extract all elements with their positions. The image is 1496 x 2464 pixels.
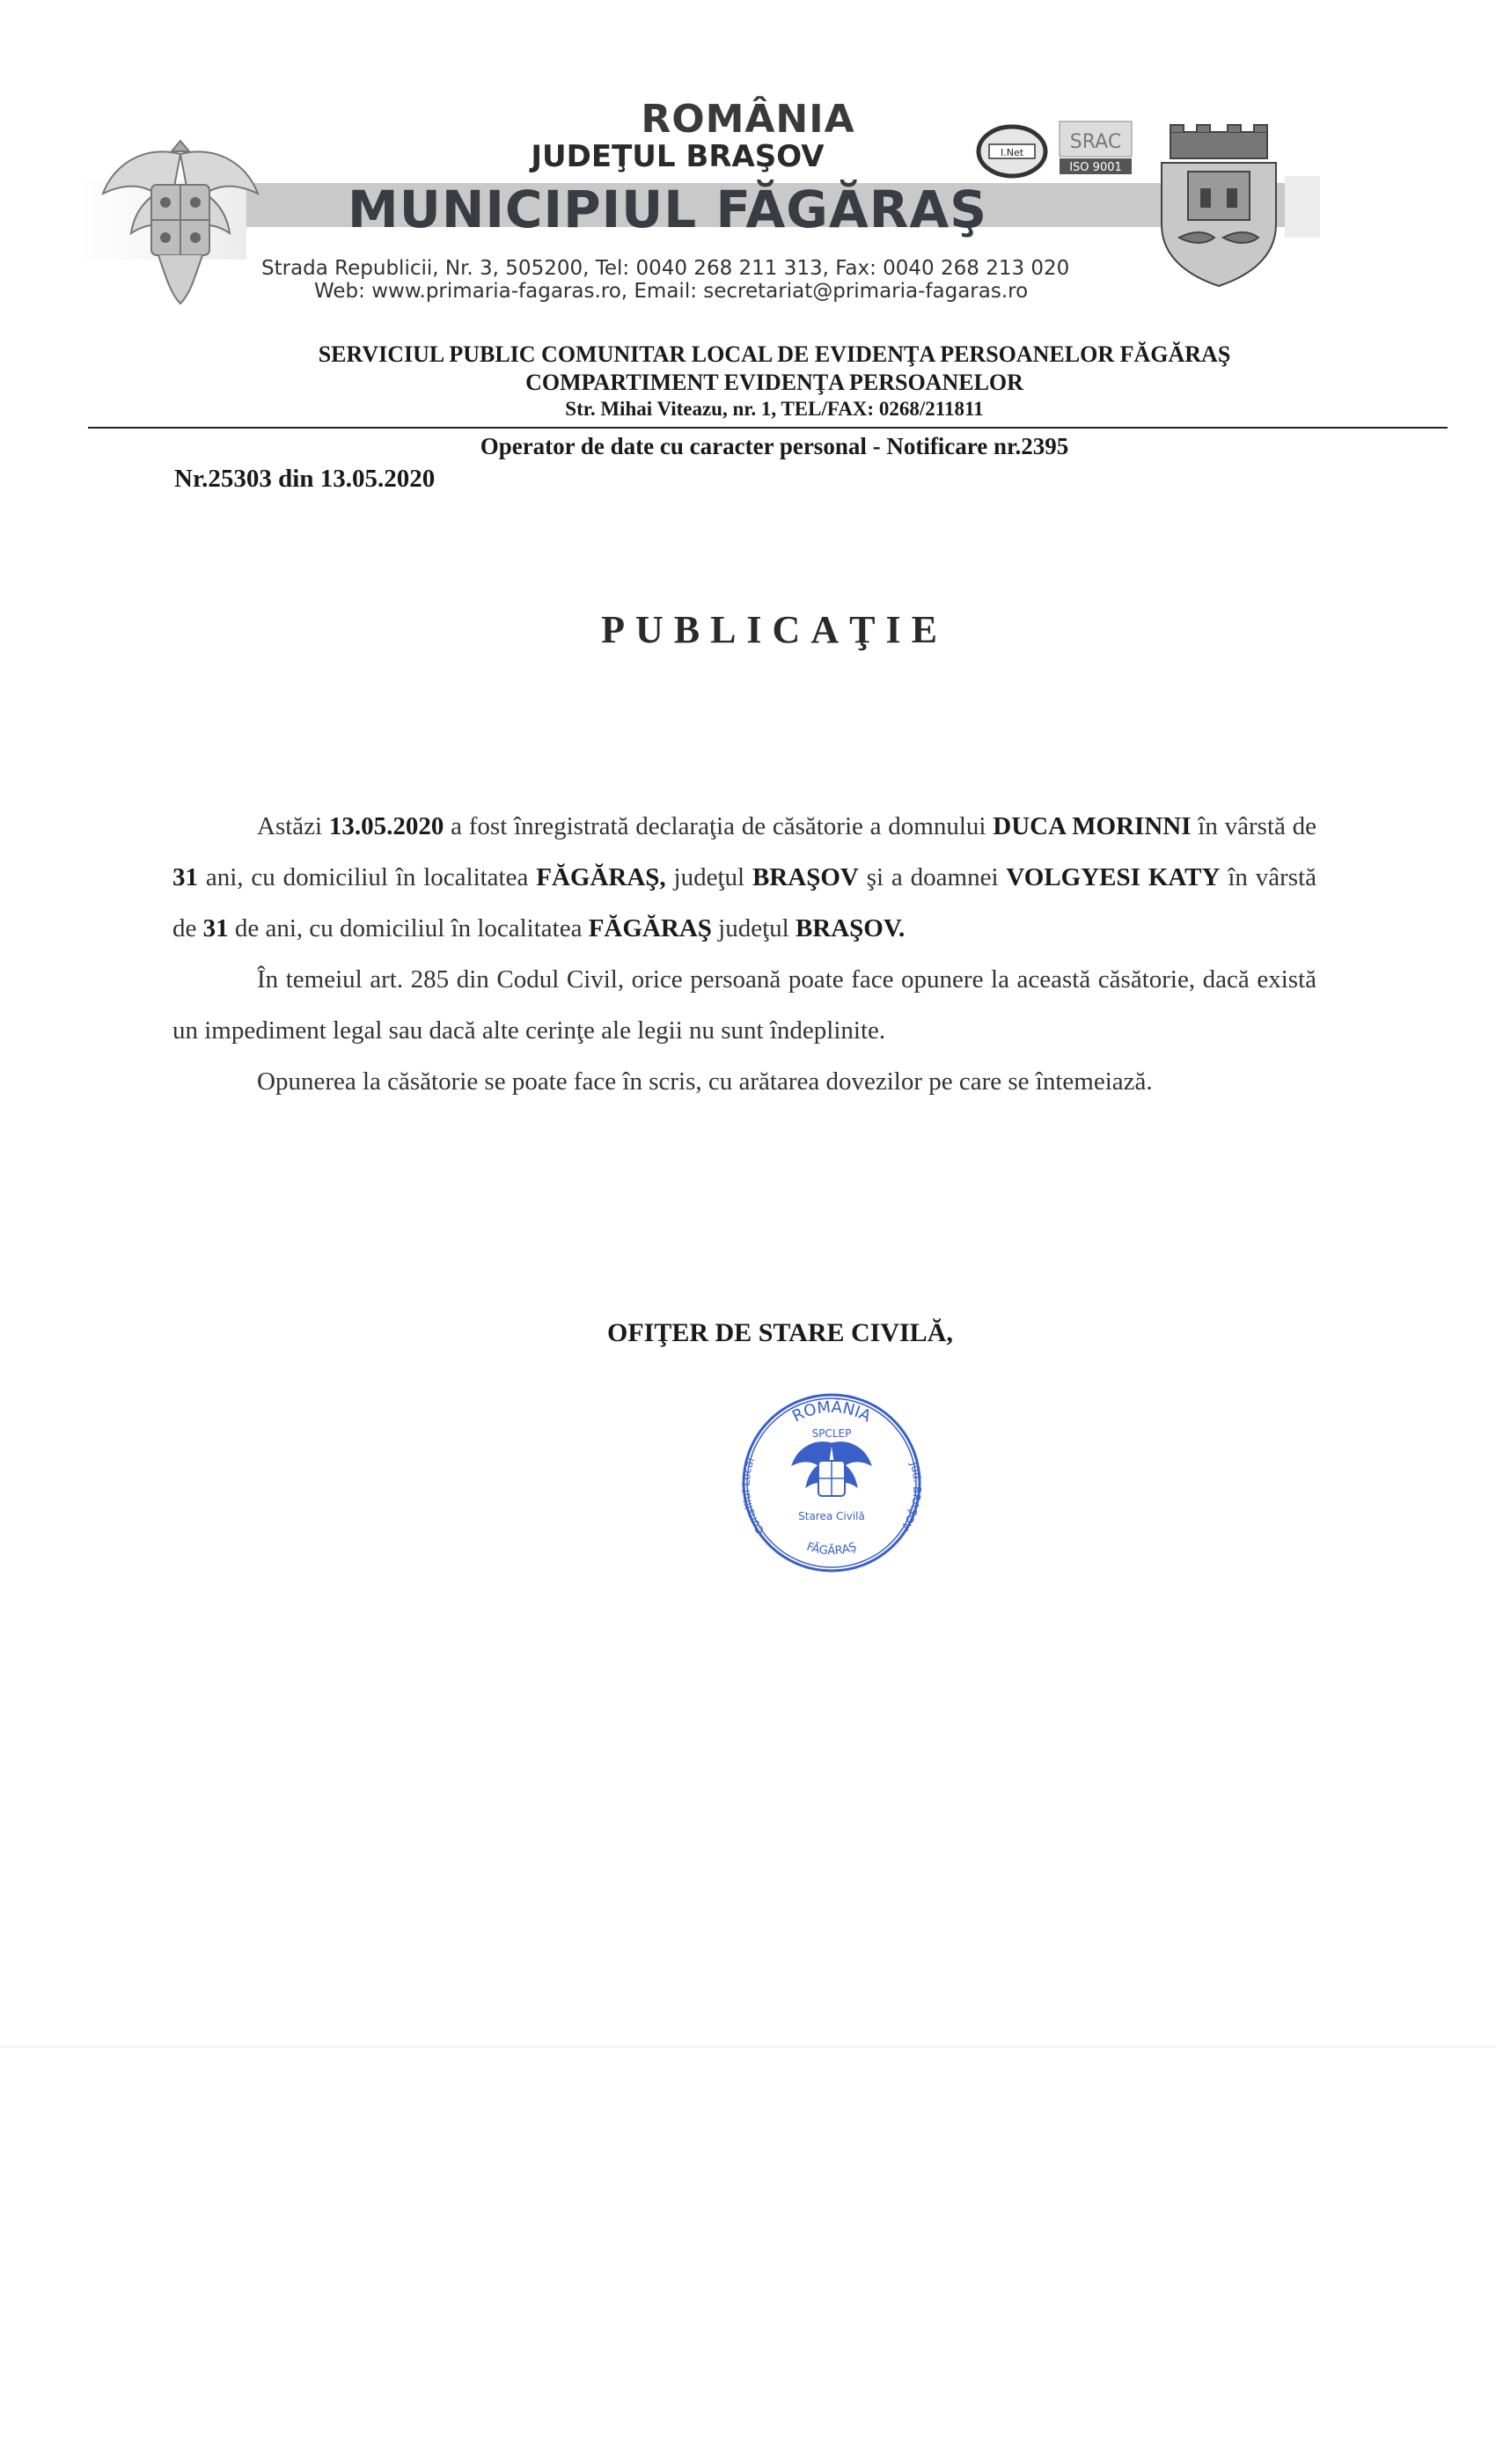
letterhead-web-email: Web: www.primaria-fagaras.ro, Email: secretariat@primaria-fagaras.ro [314, 280, 1029, 303]
groom-name: DUCA MORINNI [993, 812, 1192, 840]
stamp-center-text: Starea Civilă [798, 1510, 865, 1522]
bride-age: 31 [202, 914, 229, 942]
document-title: PUBLICAŢIE [601, 608, 948, 651]
bride-city: FĂGĂRAŞ [588, 914, 712, 942]
letterhead-country: ROMÂNIA [641, 97, 855, 142]
text-fragment: judeţul [711, 914, 796, 942]
text-fragment: Astăzi [257, 812, 329, 840]
text-fragment: în vârstă de [172, 863, 1317, 942]
stamp-top-text: ROMÂNIA [789, 1397, 874, 1426]
civil-status-stamp [730, 1386, 933, 1580]
service-department: COMPARTIMENT EVIDENŢA PERSOANELOR [525, 370, 1023, 395]
bride-county: BRAŞOV. [795, 914, 906, 942]
letterhead-municipality: MUNICIPIUL FĂGĂRAŞ [348, 180, 988, 239]
stamp-left-text: Consiliul Local [739, 1456, 767, 1536]
registration-number: Nr.25303 din 13.05.2020 [174, 465, 436, 493]
text-fragment: ani, cu domiciliul în localitatea [198, 863, 537, 891]
officer-title: OFIŢER DE STARE CIVILĂ, [607, 1318, 953, 1347]
header-divider [88, 427, 1448, 429]
data-operator-notice: Operator de date cu caracter personal - Notificare nr.2395 [480, 433, 1069, 459]
letterhead-shade-right [1285, 176, 1320, 238]
stamp-eagle-icon [792, 1442, 871, 1496]
text-fragment: de ani, cu domiciliul în localitatea [228, 914, 589, 942]
declaration-paragraph [172, 801, 1316, 954]
text-fragment: în vârstă de [1191, 812, 1317, 840]
scan-edge [0, 2046, 1496, 2048]
svg-text:SRAC: SRAC [1069, 131, 1122, 153]
stamp-right-text: Jud. BRAŞOV [898, 1460, 924, 1533]
stamp-sub-text: SPCLEP [811, 1427, 852, 1440]
romania-coat-of-arms-icon [97, 123, 264, 317]
document-body [172, 801, 1316, 1107]
groom-age: 31 [172, 863, 198, 891]
letterhead-address: Strada Republicii, Nr. 3, 505200, Tel: 0040 268 211 313, Fax: 0040 268 213 020 [261, 257, 1070, 280]
svg-text:ISO 9001: ISO 9001 [1069, 161, 1122, 174]
groom-county: BRAŞOV [752, 863, 859, 891]
groom-city: FĂGĂRAŞ, [536, 863, 666, 891]
text-fragment: a fost înregistrată declaraţia de căsătorie a domnului [444, 812, 994, 840]
letterhead-county: JUDEŢUL BRAŞOV [531, 139, 825, 174]
text-fragment: judeţul [665, 863, 752, 891]
stamp-bottom-text: FĂGĂRAŞ [804, 1540, 859, 1558]
text-fragment: şi a doamnei [858, 863, 1007, 891]
svg-text:I.Net: I.Net [1000, 147, 1024, 158]
bride-name: VOLGYESI KATY [1006, 863, 1221, 891]
service-name: SERVICIUL PUBLIC COMUNITAR LOCAL DE EVIDENŢA PERSOANELOR FĂGĂRAŞ [318, 341, 1231, 367]
service-address: Str. Mihai Viteazu, nr. 1, TEL/FAX: 0268/211811 [565, 398, 984, 420]
opposition-paragraph: Opunerea la căsătorie se poate face în scris, cu arătarea dovezilor pe care se întemeiază. [257, 1067, 1153, 1096]
declaration-date: 13.05.2020 [328, 812, 444, 840]
legal-basis-paragraph: În temeiul art. 285 din Codul Civil, orice persoană poate face opunere la această căsătorie, dacă există un impediment legal sau dacă alte cerinţe ale legii nu sunt îndeplinite. [172, 965, 1316, 1045]
